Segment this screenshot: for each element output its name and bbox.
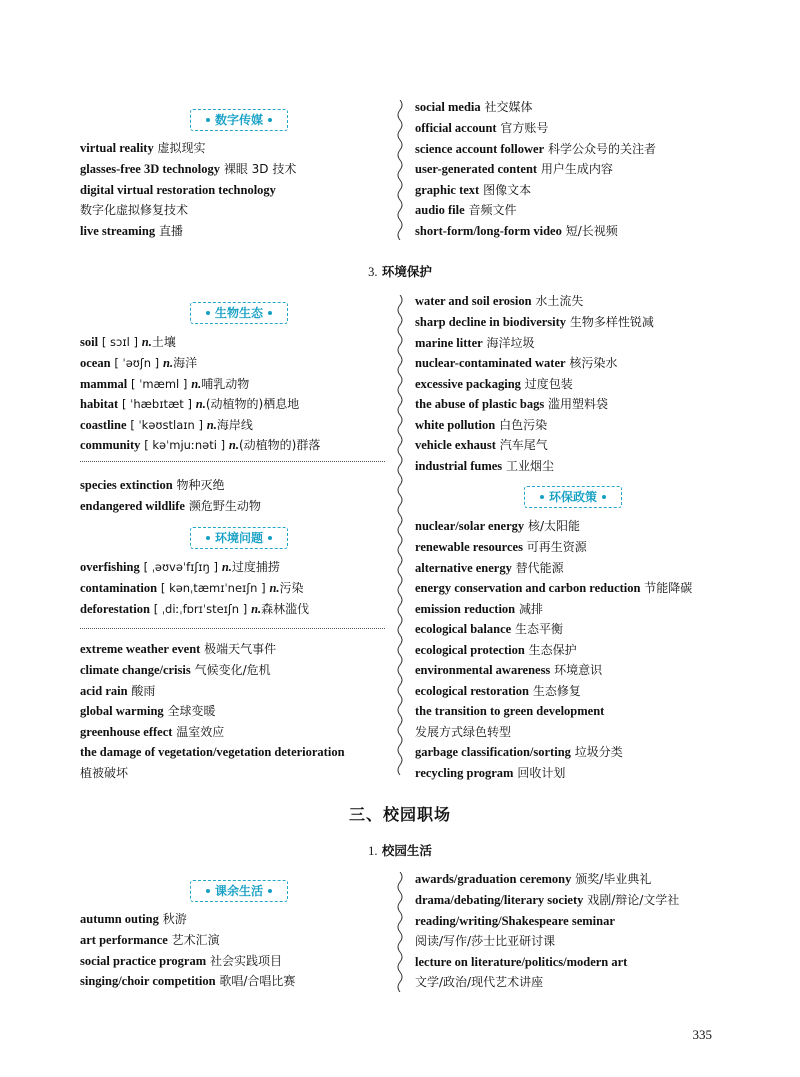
list-item: social practice program 社会实践项目 (80, 954, 282, 968)
list-item: the transition to green development (415, 704, 605, 718)
tag-environmental-policy: 环保政策 (524, 486, 622, 508)
list-item: alternative energy 替代能源 (415, 561, 564, 575)
list-item: user-generated content 用户生成内容 (415, 162, 613, 176)
list-item: deforestation [ ˌdiːˌfɒrɪˈsteɪʃn ] n.森林滥伐 (80, 602, 310, 616)
tag-digital-media: 数字传媒 (190, 109, 288, 131)
list-item: lecture on literature/politics/modern art (415, 955, 628, 969)
list-item: species extinction 物种灭绝 (80, 478, 225, 492)
list-item: water and soil erosion 水土流失 (415, 294, 584, 308)
tag-extracurricular: 课余生活 (190, 880, 288, 902)
list-item: 植被破坏 (80, 766, 129, 780)
list-item: official account 官方账号 (415, 121, 549, 135)
list-item: vehicle exhaust 汽车尾气 (415, 438, 548, 452)
list-item: ecological restoration 生态修复 (415, 684, 581, 698)
subheading-environment: 3. 环境保护 (368, 264, 432, 279)
list-item: contamination [ kənˌtæmɪˈneɪʃn ] n.污染 (80, 581, 304, 595)
list-item: social media 社交媒体 (415, 100, 533, 114)
list-item: white pollution 白色污染 (415, 418, 548, 432)
list-item: 文学/政治/现代艺术讲座 (415, 975, 544, 989)
list-item: overfishing [ ˌəʊvəˈfɪʃɪŋ ] n.过度捕捞 (80, 560, 280, 574)
list-item: drama/debating/literary society 戏剧/辩论/文学社 (415, 893, 680, 907)
list-item: community [ kəˈmjuːnəti ] n.(动植物的)群落 (80, 438, 321, 452)
list-item: reading/writing/Shakespeare seminar (415, 914, 615, 928)
list-item: ecological protection 生态保护 (415, 643, 577, 657)
list-item: the damage of vegetation/vegetation deterioration (80, 745, 345, 759)
list-item: science account follower 科学公众号的关注者 (415, 142, 656, 156)
list-item: energy conservation and carbon reduction 节能降碳 (415, 581, 693, 595)
list-item: 数字化虚拟修复技术 (80, 203, 189, 217)
list-item: emission reduction 减排 (415, 602, 543, 616)
list-item: singing/choir competition 歌唱/合唱比赛 (80, 974, 296, 988)
section-heading-campus-career: 三、校园职场 (348, 805, 451, 824)
list-item: 发展方式绿色转型 (415, 725, 512, 739)
list-item: excessive packaging 过度包装 (415, 377, 573, 391)
column-divider-bottom (396, 872, 404, 992)
list-item: acid rain 酸雨 (80, 684, 156, 698)
list-item: global warming 全球变暖 (80, 704, 216, 718)
list-item: digital virtual restoration technology (80, 183, 276, 197)
list-item: live streaming 直播 (80, 224, 183, 238)
list-item: recycling program 回收计划 (415, 766, 566, 780)
page-number: 335 (692, 1027, 712, 1042)
list-item: nuclear/solar energy 核/太阳能 (415, 519, 580, 533)
list-item: ocean [ ˈəʊʃn ] n.海洋 (80, 356, 198, 370)
dotted-divider (80, 628, 385, 629)
subheading-campus-life: 1. 校园生活 (368, 843, 432, 858)
list-item: nuclear-contaminated water 核污染水 (415, 356, 618, 370)
list-item: 阅读/写作/莎士比亚研讨课 (415, 934, 556, 948)
list-item: the abuse of plastic bags 滥用塑料袋 (415, 397, 609, 411)
list-item: industrial fumes 工业烟尘 (415, 459, 555, 473)
dotted-divider (80, 461, 385, 462)
column-divider-top (396, 100, 404, 240)
column-divider-middle (396, 295, 404, 780)
list-item: mammal [ ˈmæml ] n.哺乳动物 (80, 377, 250, 391)
list-item: audio file 音频文件 (415, 203, 517, 217)
tag-environmental-issues: 环境问题 (190, 527, 288, 549)
list-item: habitat [ ˈhæbɪtæt ] n.(动植物的)栖息地 (80, 397, 300, 411)
list-item: garbage classification/sorting 垃圾分类 (415, 745, 623, 759)
list-item: graphic text 图像文本 (415, 183, 532, 197)
list-item: awards/graduation ceremony 颁奖/毕业典礼 (415, 872, 652, 886)
list-item: greenhouse effect 温室效应 (80, 725, 225, 739)
list-item: short-form/long-form video 短/长视频 (415, 224, 618, 238)
list-item: marine litter 海洋垃圾 (415, 336, 535, 350)
tag-bio-ecology: 生物生态 (190, 302, 288, 324)
list-item: glasses-free 3D technology 裸眼 3D 技术 (80, 162, 297, 176)
list-item: ecological balance 生态平衡 (415, 622, 564, 636)
list-item: renewable resources 可再生资源 (415, 540, 587, 554)
list-item: climate change/crisis 气候变化/危机 (80, 663, 271, 677)
list-item: soil [ sɔɪl ] n.土壤 (80, 335, 176, 349)
list-item: coastline [ ˈkəʊstlaɪn ] n.海岸线 (80, 418, 253, 432)
list-item: extreme weather event 极端天气事件 (80, 642, 277, 656)
list-item: environmental awareness 环境意识 (415, 663, 603, 677)
list-item: art performance 艺术汇演 (80, 933, 220, 947)
list-item: autumn outing 秋游 (80, 912, 187, 926)
list-item: sharp decline in biodiversity 生物多样性锐减 (415, 315, 654, 329)
list-item: virtual reality 虚拟现实 (80, 141, 206, 155)
list-item: endangered wildlife 濒危野生动物 (80, 499, 261, 513)
